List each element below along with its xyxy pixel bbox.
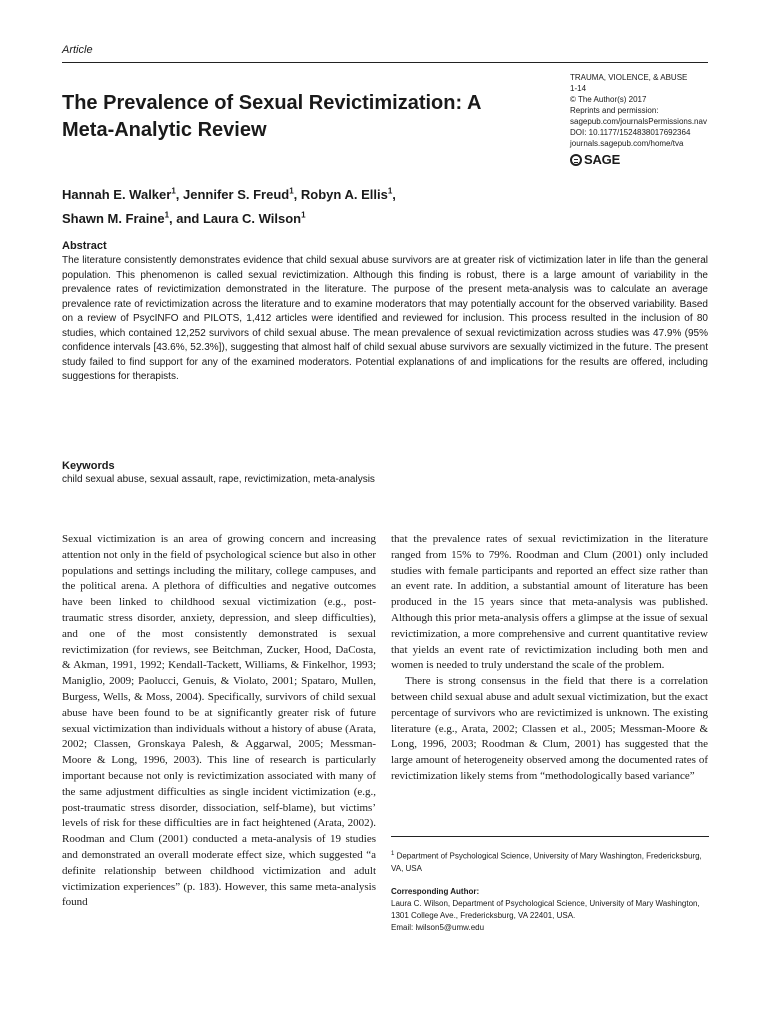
doi[interactable]: DOI: 10.1177/1524838017692364 [570, 128, 691, 137]
body-paragraph: Sexual victimization is an area of growing concern and increasing attention not only in the field of psychological science but also in other populations and settings including the military, college campuses, and the political arena. A plethora of difficulties and negative outcomes have been linked to childhood sexual victimization (e.g., post-traumatic stress disorder, anxiety, depression, and sleep difficulties), and one of the most consistently demonstrated is sexual revictimization (for reviews, see Beitchman, Zucker, Hood, DaCosta, & Akman, 1991, 1992; Kendall-Tackett, Williams, & Finkelhor, 1993; Maniglio, 2009; Paolucci, Genuis, & Violato, 2001; Spataro, Mullen, Burgess, Wells, & Moss, 2004). Specifically, survivors of child sexual abuse have been found to be at significantly greater risk of future sexual victimization than individuals without a history of abuse (Arata, 2002; Classen, Gronskaya Palesh, & Aggarwal, 2005; Messman-Moore & Long, 1996, 2003). This line of research is particularly important because not only is revictimization associated with many of the same adjustment difficulties as single incident victimization (e.g., post-traumatic stress disorder, dissociation, self-blame), but victims’ levels of risk for these difficulties are in fact heightened (Arata, 2002). Roodman and Clum (2001) conducted a meta-analysis of 19 studies and demonstrated an overall moderate effect size, which suggested “a definite relationship between childhood victimization and adult victimization experiences” (p. 183). However, this same meta-analysis found [62, 533, 376, 909]
body-paragraph: There is strong consensus in the field that there is a correlation between child sexual abuse and adult sexual victimization, but the exact percentage of survivors who are revictimized is unknown. The existing literature (e.g., Arata, 2002; Classen et al., 2005; Messman-Moore & Long, 1996, 2003; Roodman & Clum, 2001) has suggested that the large amount of heterogeneity observed among the documented rates of revictimization likely stems from “methodologically based variance” [391, 675, 708, 782]
abstract-text: The literature consistently demonstrates evidence that child sexual abuse survivors are at greater risk of victimization later in life than the general population. This phenomenon is called sexual revictimization. Although this finding is robust, there is a large amount of variability in the prevalence rates of revictimization demonstrated in the literature. The purpose of the present meta-analysis was to calculate an average prevalence rate of revictimization across the literature and to examine moderators that may potentially account for the observed variability. Based on a review of PsycINFO and PILOTS, 1,412 articles were identified and reviewed for inclusion. This process resulted in the inclusion of 80 studies, which contained 12,252 survivors of child sexual abuse. The mean prevalence of sexual revictimization across studies was 47.9% (95% confidence intervals [43.6%, 52.3%]), suggesting that almost half of child sexual abuse survivors are sexually victimized in the future. The present study failed to find support for any of the examined moderators. Potential explanations of and implications for the results are offered, including suggestions for therapists. [62, 255, 708, 382]
body-paragraph: that the prevalence rates of sexual revictimization in the literature ranged from 15% to 79%. Roodman and Clum (2001) only included studies with female participants and reported an effect size rather than an event rate. In addition, a substantial amount of literature has been produced in the 15 years since that meta-analysis was published. Although this prior meta-analysis offers a glimpse at the issue of sexual revictimization, a more comprehensive and current quantitative review that yields an event rate of revictimization including both men and women is needed to truly understand the scale of the problem. [391, 533, 708, 672]
corresponding-label: Corresponding Author: [391, 887, 480, 896]
footnote-rule [391, 836, 709, 837]
body-column-left [62, 532, 376, 911]
journal-name: TRAUMA, VIOLENCE, & ABUSE [570, 73, 688, 82]
author: Hannah E. Walker$^1$, [62, 187, 184, 203]
header-rule [62, 62, 708, 63]
author: Laura C. Wilson$^1$ [202, 210, 306, 226]
affiliation-footnote: $^1$ Department of Psychological Science, University of Mary Washington, Fredericksburg, VA, USA [391, 851, 702, 873]
corresponding-email[interactable]: Email: lwilson5@umw.edu [391, 923, 485, 932]
author: Shawn M. Fraine$^1$, and [62, 210, 203, 226]
corresponding-address: Laura C. Wilson, Department of Psychological Science, University of Mary Washington, 1301 College Ave., Fredericksburg, VA 22401, USA. [391, 899, 700, 920]
sage-logo-icon [570, 154, 582, 166]
keywords-heading: Keywords [62, 460, 115, 472]
article-type-label: Article [62, 44, 93, 56]
author-list [62, 182, 562, 229]
journal-info [570, 72, 720, 149]
author: Jennifer S. Freud$^1$, [183, 187, 301, 203]
paper-title: The Prevalence of Sexual Revictimization: A Meta-Analytic Review [62, 92, 481, 141]
abstract-heading: Abstract [62, 240, 107, 252]
keywords-text: child sexual abuse, sexual assault, rape, revictimization, meta-analysis [62, 474, 375, 485]
sage-logo [570, 152, 620, 167]
author: Robyn A. Ellis$^1$, [300, 187, 396, 203]
journal-pages: 1-14 [570, 84, 587, 93]
corresponding-author [391, 886, 709, 934]
publisher-name: SAGE [584, 152, 621, 167]
copyright: © The Author(s) 2017 [570, 95, 647, 104]
permissions-link[interactable]: sagepub.com/journalsPermissions.nav [570, 117, 707, 126]
journal-link[interactable]: journals.sagepub.com/home/tva [570, 139, 684, 148]
abstract-section [62, 240, 708, 385]
body-column-right [391, 532, 708, 785]
reprints-label: Reprints and permission: [570, 106, 659, 115]
keywords-section [62, 460, 708, 485]
